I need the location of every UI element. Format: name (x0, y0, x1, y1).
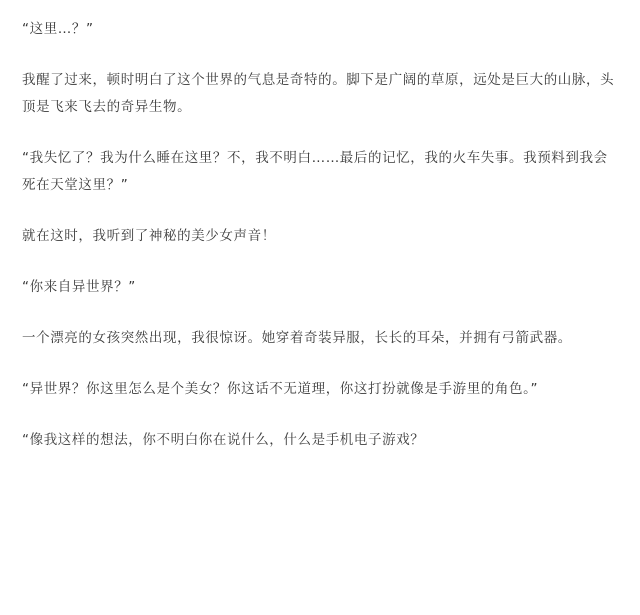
paragraph-5: “你来自异世界？” (22, 279, 136, 295)
paragraph-8: “像我这样的想法，你不明白你在说什么，什么是手机电子游戏？ (22, 432, 425, 448)
paragraph-3: “我失忆了？我为什么睡在这里？不，我不明白……最后的记忆，我的火车失事。我预料到我会死在天堂这里？” (22, 150, 608, 193)
paragraph-6: 一个漂亮的女孩突然出现，我很惊讶。她穿着奇装异服，长长的耳朵，并拥有弓箭武器。 (22, 330, 572, 346)
paragraph-2: 我醒了过来，顿时明白了这个世界的气息是奇特的。脚下是广阔的草原，远处是巨大的山脉，头顶是飞来飞去的奇异生物。 (22, 72, 615, 115)
paragraph-7: “异世界？你这里怎么是个美女？你这话不无道理，你这打扮就像是手游里的角色。” (22, 381, 539, 397)
paragraph-1: “这里…？” (22, 21, 94, 37)
paragraph-4: 就在这时，我听到了神秘的美少女声音！ (22, 228, 276, 244)
